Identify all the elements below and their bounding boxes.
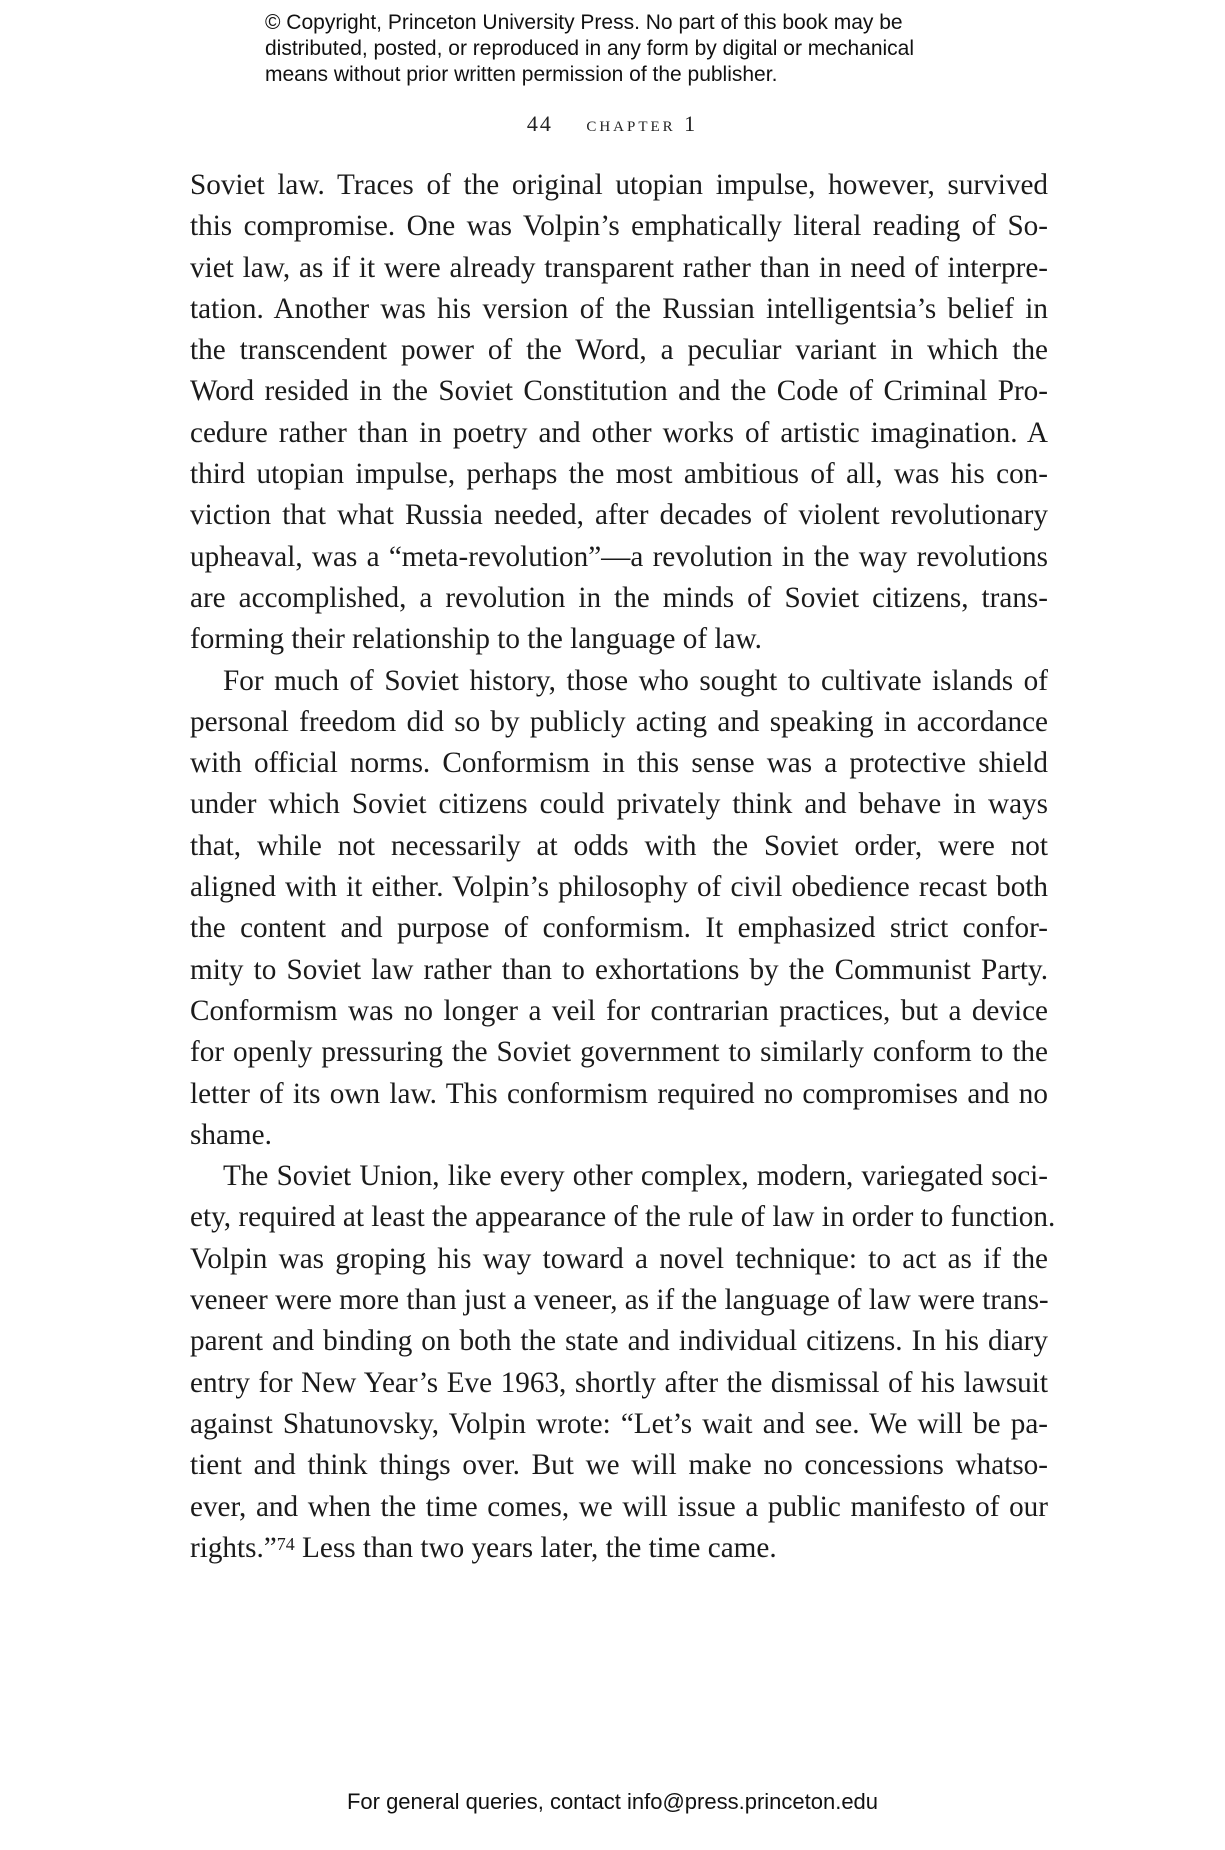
text-line: third utopian impulse, perhaps the most ambitious of all, was his con- (190, 458, 1048, 491)
text-line: Conformism was no longer a veil for contrarian practices, but a device (190, 994, 1048, 1027)
text-line: with official norms. Conformism in this sense was a protective shield (190, 747, 1048, 780)
copyright-line: distributed, posted, or reproduced in any form by digital or mechanical (265, 37, 915, 60)
copyright-line: means without prior written permission of the publisher. (265, 63, 778, 86)
text-line: personal freedom did so by publicly acting and speaking in accordance (190, 705, 1048, 738)
text-line: are accomplished, a revolution in the minds of Soviet citizens, trans- (190, 581, 1048, 614)
paragraph (190, 165, 1048, 661)
copyright-line: © Copyright, Princeton University Press. No part of this book may be (265, 11, 903, 34)
footer-contact: For general queries, contact info@press.princeton.edu (346, 1789, 879, 1814)
text-line: shame. (190, 1118, 272, 1151)
text-line: mity to Soviet law rather than to exhortations by the Communist Party. (190, 953, 1048, 986)
text-line: under which Soviet citizens could privately think and behave in ways (190, 788, 1048, 821)
chapter-label: chapter 1 (586, 111, 699, 136)
text-line: veneer were more than just a veneer, as if the language of law were trans- (190, 1284, 1049, 1317)
page-number: 44 (526, 111, 553, 136)
text-line: the content and purpose of conformism. It emphasized strict confor- (190, 912, 1048, 945)
text-line: that, while not necessarily at odds with the Soviet order, were not (190, 829, 1048, 862)
text-line: tation. Another was his version of the Russian intelligentsia’s belief in (190, 292, 1048, 325)
text-line: upheaval, was a “meta-revolution”—a revolution in the way revolutions (190, 540, 1048, 573)
paragraph (190, 1156, 1056, 1569)
text-line: viet law, as if it were already transparent rather than in need of interpre- (190, 251, 1048, 284)
text-line: letter of its own law. This conformism required no compromises and no (190, 1077, 1048, 1110)
running-head (0, 111, 1225, 137)
footnote-reference[interactable]: 74 (276, 1533, 295, 1554)
text-line: ever, and when the time comes, we will issue a public manifesto of our (190, 1490, 1048, 1523)
text-line: forming their relationship to the language of law. (190, 623, 762, 656)
text-line: this compromise. One was Volpin’s emphatically literal reading of So- (190, 210, 1048, 243)
text-line: tient and think things over. But we will make no concessions whatso- (190, 1449, 1048, 1482)
text-line: aligned with it either. Volpin’s philosophy of civil obedience recast both (190, 871, 1048, 904)
text-line: the transcendent power of the Word, a peculiar variant in which the (190, 334, 1048, 367)
text-line: cedure rather than in poetry and other works of artistic imagination. A (190, 416, 1048, 449)
text-line: viction that what Russia needed, after decades of violent revolutionary (190, 499, 1048, 532)
final-text: rights.” (190, 1531, 277, 1564)
text-line: parent and binding on both the state and individual citizens. In his diary (190, 1325, 1048, 1358)
text-line: for openly pressuring the Soviet government to similarly conform to the (190, 1036, 1048, 1069)
text-line (190, 1528, 1048, 1569)
text-line: Word resided in the Soviet Constitution and the Code of Criminal Pro- (190, 375, 1048, 408)
text-line: Soviet law. Traces of the original utopian impulse, however, survived (190, 169, 1048, 201)
body-text (190, 165, 1056, 1569)
text-line: For much of Soviet history, those who sought to cultivate islands of (223, 664, 1048, 697)
text-line: against Shatunovsky, Volpin wrote: “Let’s wait and see. We will be pa- (190, 1407, 1048, 1440)
text-line: Volpin was groping his way toward a novel technique: to act as if the (190, 1242, 1048, 1275)
final-text: Less than two years later, the time came. (294, 1531, 777, 1564)
copyright-notice (265, 10, 985, 88)
paragraph (190, 661, 1048, 1157)
text-line: entry for New Year’s Eve 1963, shortly after the dismissal of his lawsuit (190, 1366, 1048, 1399)
text-line: ety, required at least the appearance of the rule of law in order to function. (190, 1201, 1056, 1234)
text-line: The Soviet Union, like every other complex, modern, variegated soci- (223, 1160, 1048, 1193)
